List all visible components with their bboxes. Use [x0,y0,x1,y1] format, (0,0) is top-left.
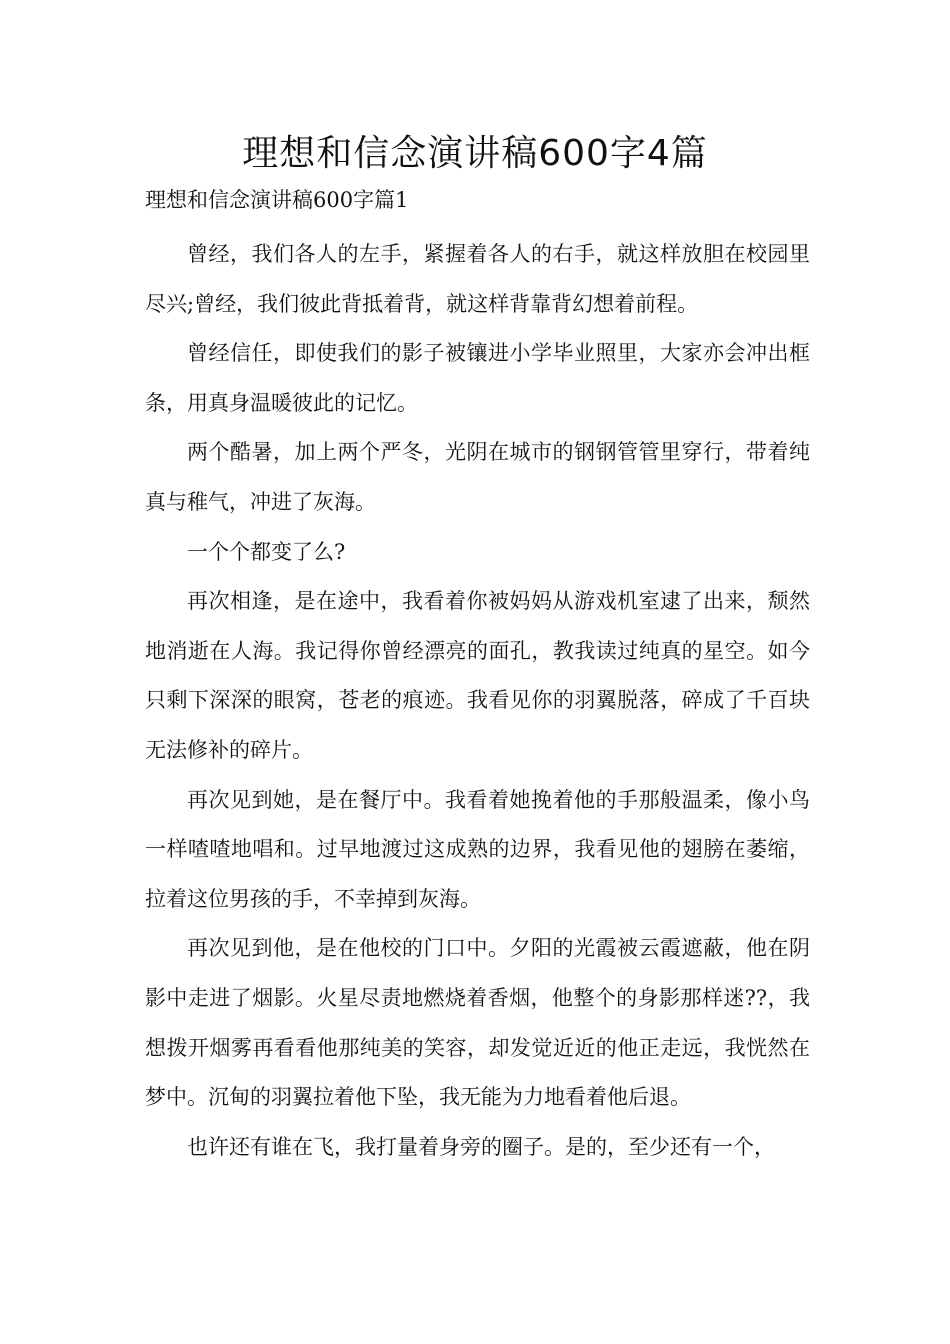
paragraph: 曾经，我们各人的左手，紧握着各人的右手，就这样放胆在校园里尽兴;曾经，我们彼此背抵着背，就这样背靠背幻想着前程。 [145,242,810,316]
document-title: 理想和信念演讲稿600字4篇 [242,133,708,174]
paragraph: 一个个都变了么? [187,539,346,564]
paragraph: 再次见到他，是在他校的门口中。夕阳的光霞被云霞遮蔽，他在阴影中走进了烟影。火星尽责地燃烧着香烟，他整个的身影那样迷??，我想拨开烟雾再看看他那纯美的笑容，却发觉近近的他正走远，我恍然在梦中。沉甸的羽翼拉着他下坠，我无能为力地看着他后退。 [145,936,810,1110]
section-heading: 理想和信念演讲稿600字篇1 [145,188,409,212]
document-body [145,230,810,1172]
paragraph: 两个酷暑，加上两个严冬，光阴在城市的钢钢管管里穿行，带着纯真与稚气，冲进了灰海。 [145,440,810,514]
paragraph: 也许还有谁在飞，我打量着身旁的圈子。是的，至少还有一个， [187,1134,775,1159]
paragraph: 再次相逢，是在途中，我看着你被妈妈从游戏机室逮了出来，颓然地消逝在人海。我记得你曾经漂亮的面孔，教我读过纯真的星空。如今只剩下深深的眼窝，苍老的痕迹。我看见你的羽翼脱落，碎成了千百块无法修补的碎片。 [145,589,810,762]
paragraph: 曾经信任，即使我们的影子被镶进小学毕业照里，大家亦会冲出框条，用真身温暖彼此的记忆。 [145,341,810,415]
paragraph: 再次见到她，是在餐厅中。我看着她挽着他的手那般温柔，像小鸟一样喳喳地唱和。过早地渡过这成熟的边界，我看见他的翅膀在萎缩，拉着这位男孩的手，不幸掉到灰海。 [145,787,810,911]
